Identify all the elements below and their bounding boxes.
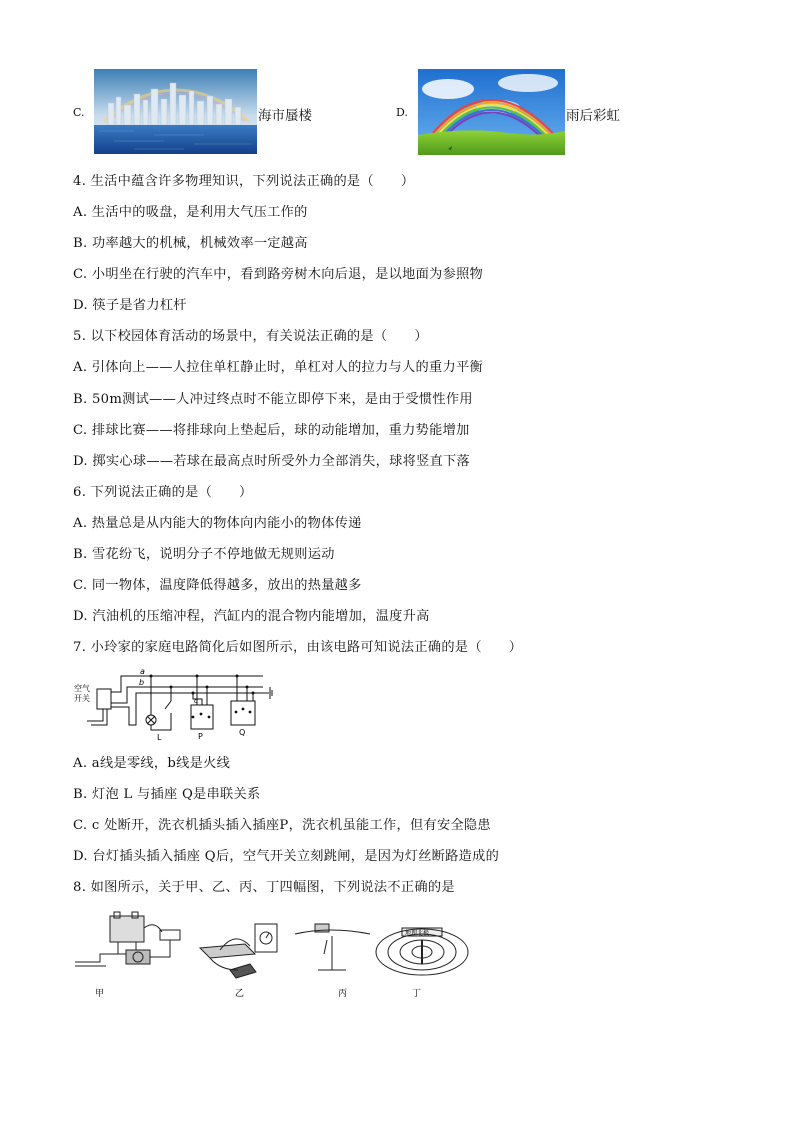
circuit-wire-a: a <box>140 667 145 676</box>
q7-stem: 7. 小玲家的家庭电路简化后如图所示，由该电路可知说法正确的是（ ） <box>73 640 523 655</box>
q5-option-a: A. 引体向上——人拉住单杠静止时，单杠对人的拉力与人的重力平衡 <box>73 360 483 375</box>
q4-option-d: D. 筷子是省力杠杆 <box>73 298 187 313</box>
circuit-wire-b: b <box>139 678 145 687</box>
figure-label-ding: 丁 <box>412 989 422 999</box>
figure-label-bing: 丙 <box>338 989 348 999</box>
q4-option-a: A. 生活中的吸盘，是利用大气压工作的 <box>73 205 308 220</box>
figure-label-jia: 甲 <box>95 989 105 999</box>
q6-option-b: B. 雪花纷飞，说明分子不停地做无规则运动 <box>73 547 335 562</box>
household-circuit-diagram <box>73 665 273 745</box>
q6-option-d: D. 汽油机的压缩冲程，汽缸内的混合物内能增加，温度升高 <box>73 609 430 624</box>
option-c-letter: C. <box>73 106 85 119</box>
compass-label: 地理北极 <box>405 930 430 937</box>
q5-option-b: B. 50m测试——人冲过终点时不能立即停下来，是由于受惯性作用 <box>73 392 473 407</box>
circuit-socket-p-label: P <box>198 732 203 741</box>
q5-option-d: D. 掷实心球——若球在最高点时所受外力全部消失，球将竖直下落 <box>73 454 471 469</box>
q6-stem: 6. 下列说法正确的是（ ） <box>73 485 253 500</box>
q8-stem: 8. 如图所示，关于甲、乙、丙、丁四幅图，下列说法不正确的是 <box>73 880 455 895</box>
q6-option-c: C. 同一物体，温度降低得越多，放出的热量越多 <box>73 578 362 593</box>
q4-stem: 4. 生活中蕴含许多物理知识，下列说法正确的是（ ） <box>73 174 415 189</box>
option-d-caption: 雨后彩虹 <box>566 108 620 124</box>
q7-option-c: C. c 处断开，洗衣机插头插入插座P，洗衣机虽能工作，但有安全隐患 <box>73 818 491 833</box>
circuit-point-c: c <box>194 697 198 705</box>
circuit-switch-label-1: 空气 <box>74 684 90 693</box>
option-d-letter: D. <box>396 106 408 119</box>
figure-label-yi: 乙 <box>235 989 245 999</box>
q7-option-a: A. a线是零线，b线是火线 <box>73 756 231 771</box>
circuit-socket-q-label: Q <box>239 728 246 737</box>
mirage-image <box>94 69 257 154</box>
q5-stem: 5. 以下校园体育活动的场景中，有关说法正确的是（ ） <box>73 329 428 344</box>
circuit-lamp-label: L <box>157 733 162 742</box>
q7-option-d: D. 台灯插头插入插座 Q后，空气开关立刻跳闸，是因为灯丝断路造成的 <box>73 849 500 864</box>
q4-option-c: C. 小明坐在行驶的汽车中，看到路旁树木向后退，是以地面为参照物 <box>73 267 484 282</box>
q7-option-b: B. 灯泡 L 与插座 Q是串联关系 <box>73 787 261 802</box>
q5-option-c: C. 排球比赛——将排球向上垫起后，球的动能增加，重力势能增加 <box>73 423 470 438</box>
q6-option-a: A. 热量总是从内能大的物体向内能小的物体传递 <box>73 516 362 531</box>
circuit-switch-label-2: 开关 <box>74 694 90 703</box>
figure-8-diagrams <box>70 910 470 1002</box>
q4-option-b: B. 功率越大的机械，机械效率一定越高 <box>73 236 308 251</box>
option-c-caption: 海市蜃楼 <box>258 108 312 124</box>
rainbow-image <box>418 69 565 155</box>
